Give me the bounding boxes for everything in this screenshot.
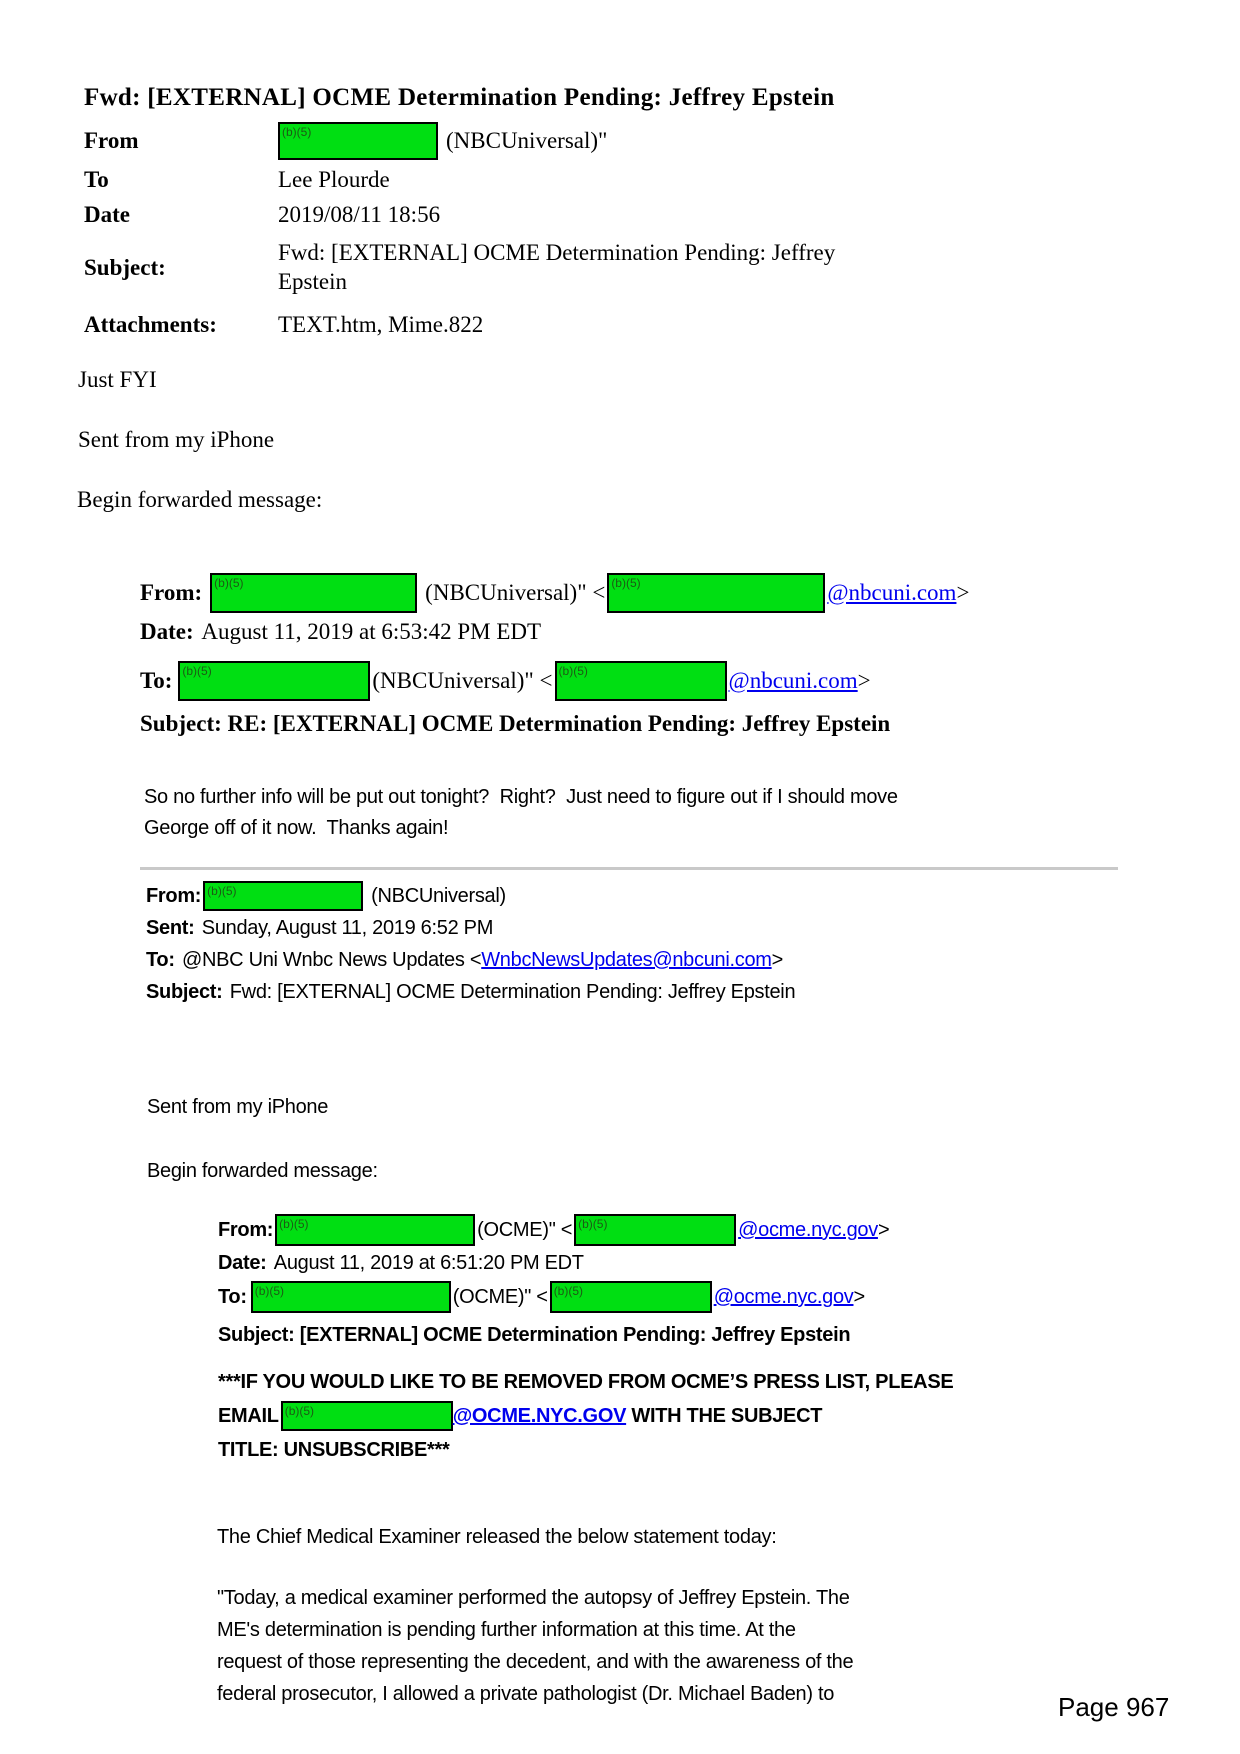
email3-to-label: To: — [218, 1286, 247, 1308]
subject-field-value — [278, 239, 835, 297]
email1-from-label: From: — [140, 579, 203, 605]
to-field-label: To — [84, 166, 109, 192]
email3-to-close: > — [853, 1286, 865, 1308]
subject-field-label: Subject: — [84, 254, 166, 280]
redaction-box — [278, 122, 438, 160]
email1-to-mid: (NBCUniversal)" < — [372, 667, 553, 693]
redaction-box — [178, 661, 370, 701]
statement-paragraph — [217, 1582, 1037, 1704]
date-field-value: 2019/08/11 18:56 — [278, 201, 441, 227]
subject-value-line1: Fwd: [EXTERNAL] OCME Determination Pending: Jeffrey — [278, 240, 836, 266]
forwarded-email-2-header — [146, 880, 1146, 1008]
notice-line1: ***IF YOU WOULD LIKE TO BE REMOVED FROM OCME’S PRESS LIST, PLEASE — [218, 1371, 954, 1393]
notice-line2-rest: WITH THE SUBJECT — [626, 1405, 823, 1427]
forwarded-email-1-header — [140, 570, 1150, 746]
redaction-box — [203, 881, 363, 911]
email2-subject-value: Fwd: [EXTERNAL] OCME Determination Pending: Jeffrey Epstein — [229, 981, 796, 1003]
forwarded-email-3-header — [218, 1212, 1198, 1350]
email1-body — [144, 782, 898, 844]
redaction-exemption-label: (b)(5) — [611, 576, 641, 590]
message-divider — [140, 867, 1118, 870]
email2-from-label: From: — [146, 885, 202, 907]
statement-intro: The Chief Medical Examiner released the below statement today: — [217, 1526, 777, 1548]
email3-from-close: > — [877, 1219, 890, 1241]
statement-line3: request of those representing the decedent, and with the awareness of the — [217, 1651, 854, 1673]
subject-value-line2: Epstein — [278, 269, 347, 294]
redaction-box — [550, 1281, 712, 1313]
to-field-value: Lee Plourde — [278, 166, 390, 192]
redaction-box — [251, 1281, 451, 1313]
email3-date-label: Date: — [218, 1252, 267, 1274]
email2-sent-from-iphone: Sent from my iPhone — [147, 1096, 329, 1118]
header-row-date — [84, 197, 1164, 233]
email1-from-mid: (NBCUniversal)" < — [425, 579, 606, 605]
header-row-subject — [84, 239, 1164, 297]
attachments-field-value: TEXT.htm, Mime.822 — [278, 312, 484, 338]
redaction-box — [574, 1214, 736, 1246]
email1-from-close: > — [956, 579, 970, 605]
email1-subject-line: Subject: RE: [EXTERNAL] OCME Determination Pending: Jeffrey Epstein — [140, 711, 891, 736]
body-fyi-text: Just FYI — [78, 367, 157, 392]
email3-from-line — [218, 1212, 1198, 1248]
email2-from-suffix: (NBCUniversal) — [371, 885, 506, 907]
email3-from-address-link[interactable]: @ocme.nyc.gov — [738, 1219, 878, 1241]
email1-to-line — [140, 658, 1150, 704]
from-value-suffix: (NBCUniversal)" — [446, 127, 608, 153]
redaction-exemption-label: (b)(5) — [282, 125, 312, 140]
email3-to-address-link[interactable]: @ocme.nyc.gov — [713, 1286, 854, 1308]
email2-sent-line — [146, 912, 1146, 944]
redaction-exemption-label: (b)(5) — [558, 664, 588, 678]
page-title: Fwd: [EXTERNAL] OCME Determination Pending: Jeffrey Epstein — [84, 84, 835, 111]
body-begin-forwarded: Begin forwarded message: — [77, 487, 323, 512]
redaction-box — [555, 661, 727, 701]
header-row-from — [84, 119, 1164, 163]
redaction-exemption-label: (b)(5) — [207, 884, 237, 898]
notice-unsubscribe-link[interactable]: @OCME.NYC.GOV — [452, 1405, 627, 1427]
from-field-label: From — [84, 127, 139, 153]
email3-date-value: August 11, 2019 at 6:51:20 PM EDT — [273, 1252, 584, 1274]
email2-to-prefix: @NBC Uni Wnbc News Updates < — [181, 949, 482, 971]
email1-from-line — [140, 570, 1150, 616]
redaction-exemption-label: (b)(5) — [284, 1404, 315, 1418]
email-header-block — [84, 82, 1164, 343]
header-row-to — [84, 163, 1164, 197]
email2-to-close: > — [771, 949, 784, 971]
notice-email-prefix: EMAIL — [218, 1405, 279, 1427]
redaction-exemption-label: (b)(5) — [279, 1217, 309, 1231]
email1-date-value: August 11, 2019 at 6:53:42 PM EDT — [201, 619, 542, 644]
statement-line4: federal prosecutor, I allowed a private pathologist (Dr. Michael Baden) to — [217, 1683, 835, 1704]
press-list-notice — [218, 1366, 1198, 1466]
email1-body-line2: George off of it now. Thanks again! — [144, 817, 449, 839]
notice-line3: TITLE: UNSUBSCRIBE*** — [218, 1439, 450, 1461]
redaction-box — [275, 1214, 475, 1246]
redaction-box — [607, 573, 825, 613]
email2-sent-value: Sunday, August 11, 2019 6:52 PM — [201, 917, 494, 939]
date-field-label: Date — [84, 201, 130, 227]
redaction-exemption-label: (b)(5) — [254, 1284, 285, 1298]
redaction-box — [210, 573, 417, 613]
statement-line1: "Today, a medical examiner performed the autopsy of Jeffrey Epstein. The — [217, 1587, 850, 1609]
email1-from-address-link[interactable]: @nbcuni.com — [827, 579, 957, 605]
email3-subject-line: Subject: [EXTERNAL] OCME Determination Pending: Jeffrey Epstein — [218, 1324, 851, 1346]
notice-line2 — [218, 1398, 1198, 1434]
redaction-exemption-label: (b)(5) — [553, 1284, 584, 1298]
email2-sent-label: Sent: — [146, 917, 195, 939]
email2-to-line — [146, 944, 1146, 976]
email2-subject-line — [146, 976, 1146, 1008]
email3-to-line — [218, 1278, 1198, 1316]
email2-subject-label: Subject: — [146, 981, 223, 1003]
email3-from-label: From: — [218, 1219, 274, 1241]
email1-to-label: To: — [140, 667, 173, 693]
email2-to-address-link[interactable]: WnbcNewsUpdates@nbcuni.com — [481, 949, 772, 971]
email3-from-mid: (OCME)" < — [477, 1219, 573, 1241]
redaction-box — [281, 1401, 453, 1431]
attachments-field-label: Attachments: — [84, 312, 217, 338]
redaction-exemption-label: (b)(5) — [578, 1217, 608, 1231]
email1-to-close: > — [857, 667, 871, 693]
header-row-attachments — [84, 309, 1164, 343]
email2-to-label: To: — [146, 949, 175, 971]
body-sent-from-iphone: Sent from my iPhone — [78, 427, 275, 452]
email3-date-line — [218, 1248, 1198, 1278]
from-field-value — [278, 122, 607, 160]
page-number: Page 967 — [1058, 1692, 1170, 1722]
email2-begin-forwarded: Begin forwarded message: — [147, 1160, 378, 1182]
email3-to-mid: (OCME)" < — [452, 1286, 548, 1308]
email1-body-line1: So no further info will be put out tonight? Right? Just need to figure out if I should move — [144, 786, 898, 808]
email1-date-label: Date: — [140, 619, 194, 644]
email2-from-line — [146, 880, 1146, 912]
email1-to-address-link[interactable]: @nbcuni.com — [728, 667, 858, 693]
redaction-exemption-label: (b)(5) — [182, 664, 212, 678]
email1-date-line — [140, 616, 1150, 658]
statement-line2: ME's determination is pending further information at this time. At the — [217, 1619, 796, 1641]
redaction-exemption-label: (b)(5) — [214, 576, 244, 590]
